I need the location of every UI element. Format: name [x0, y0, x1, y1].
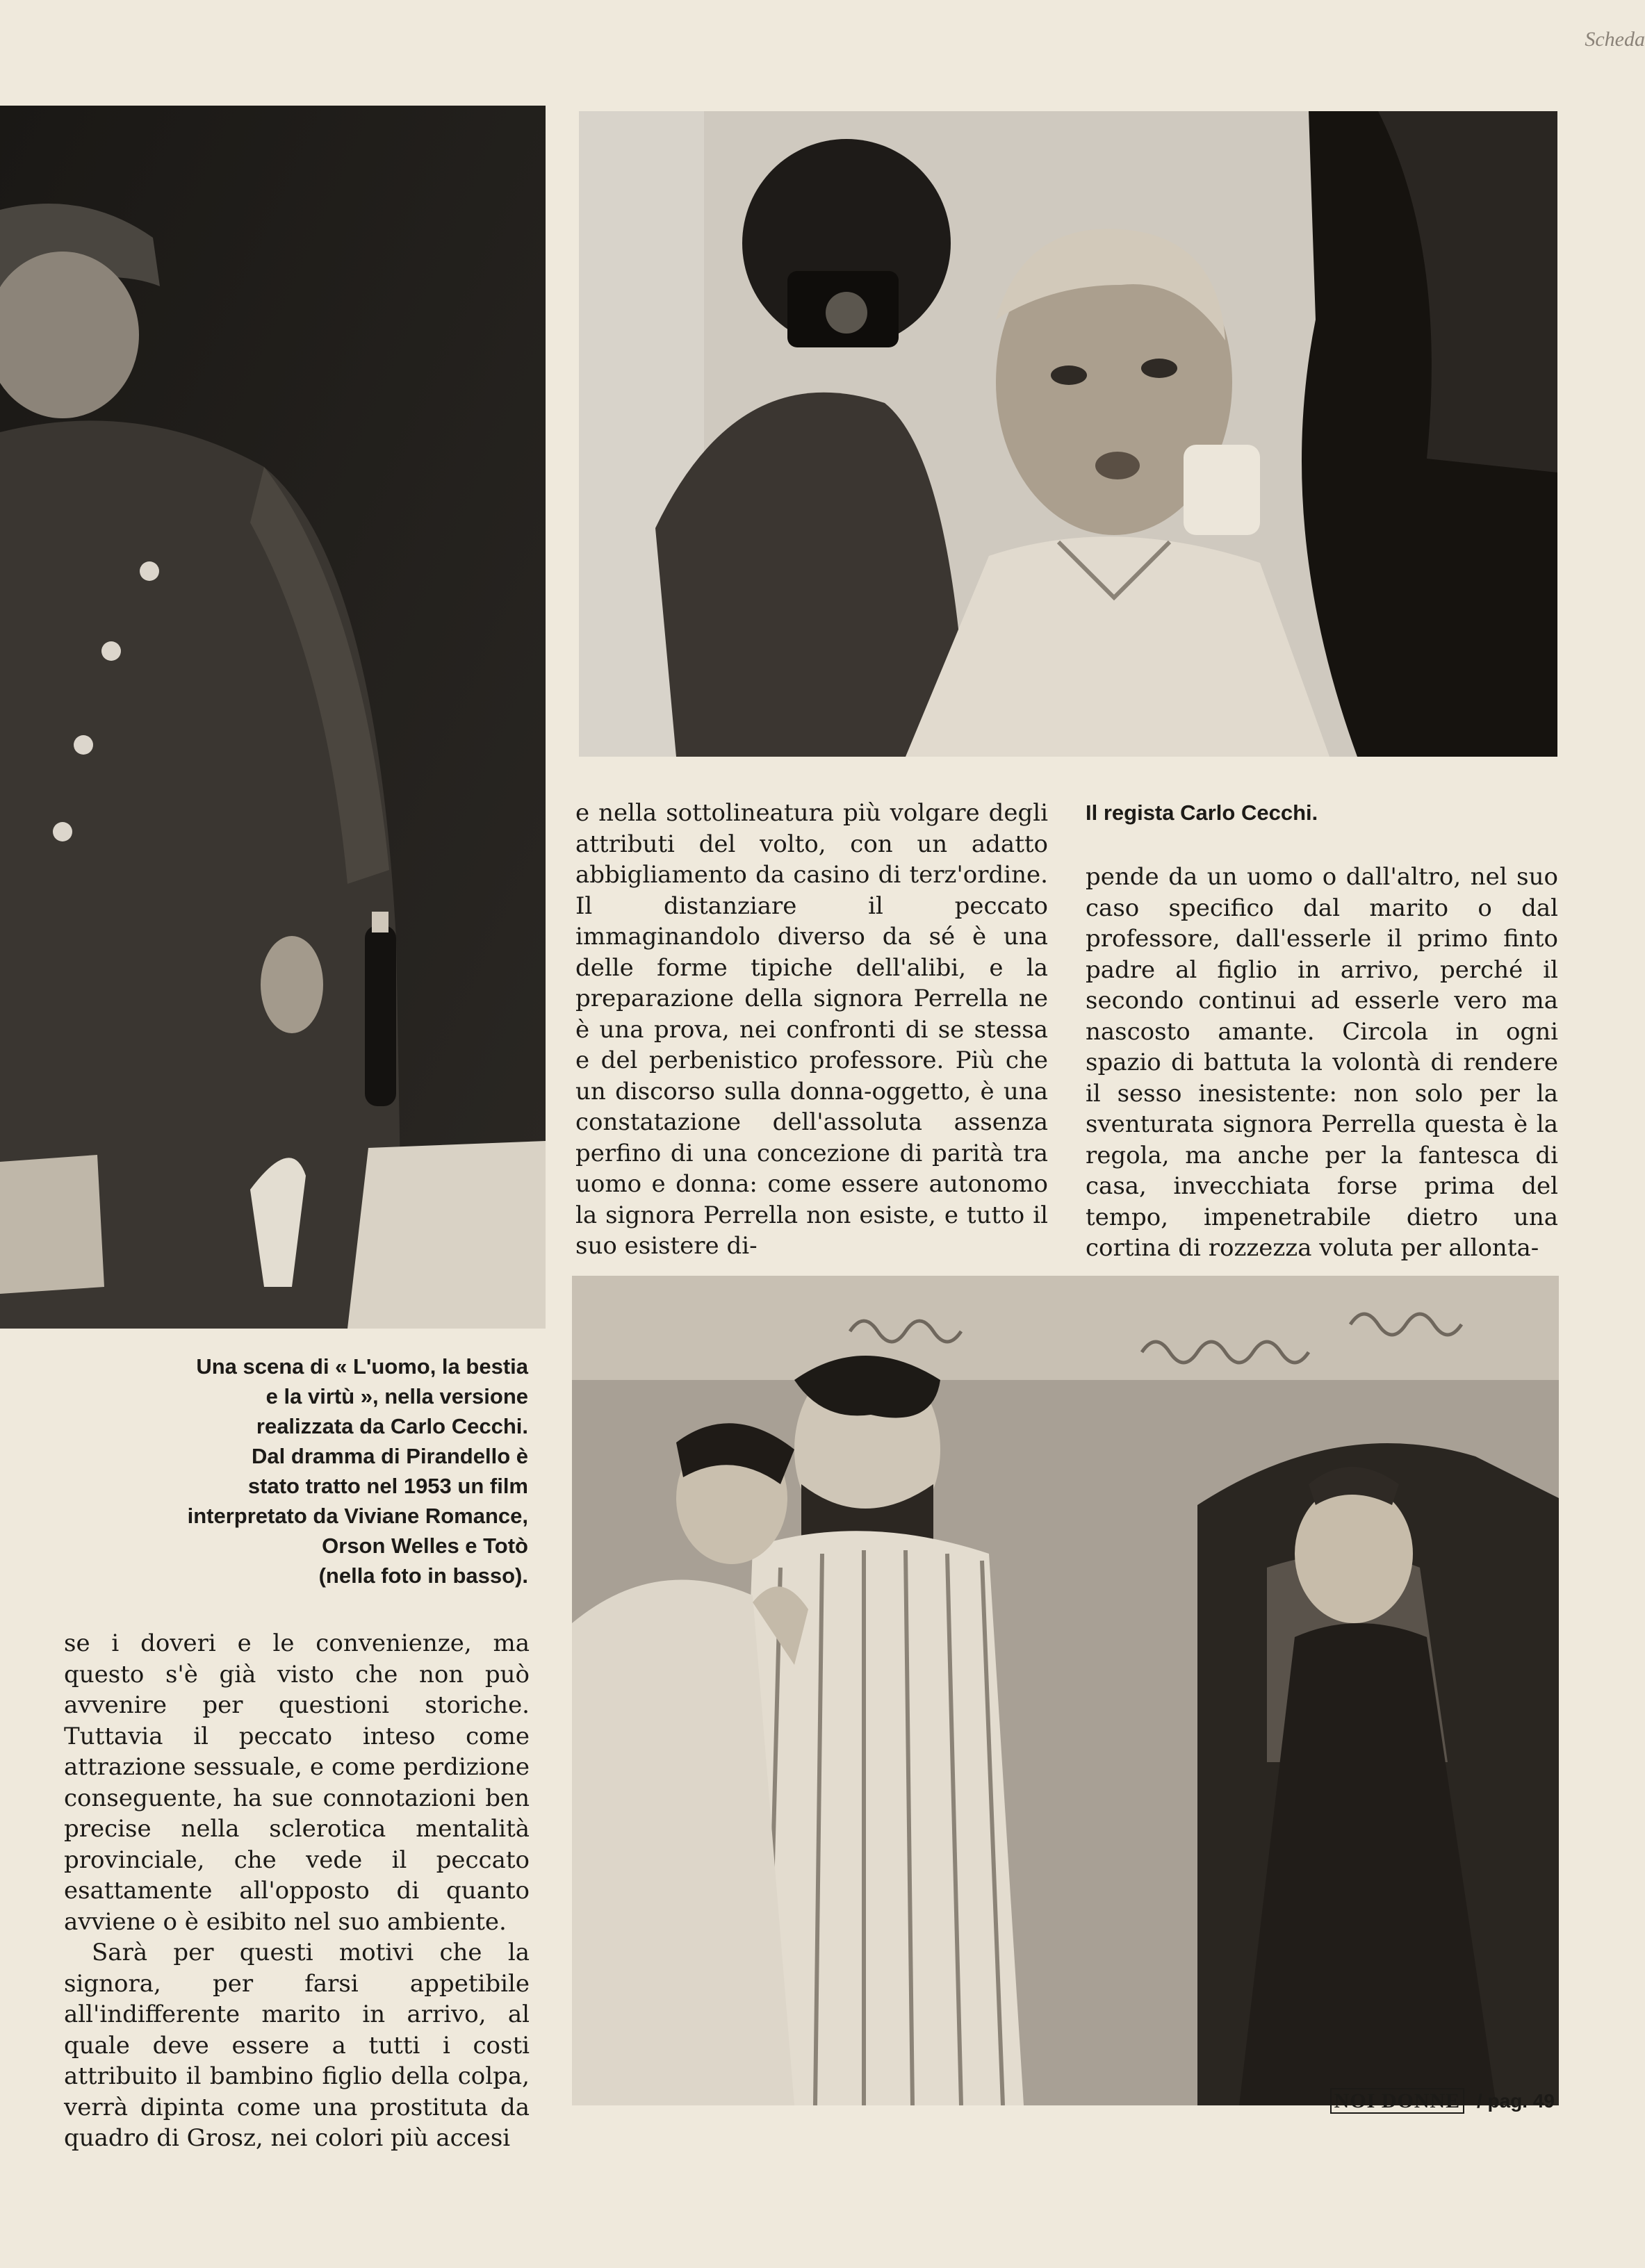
caption-line: Una scena di « L'uomo, la bestia: [196, 1354, 528, 1379]
corner-section-mark: Scheda: [1585, 28, 1645, 51]
caption-line: e la virtù », nella versione: [265, 1384, 528, 1408]
theater-photo-caption: [97, 1351, 528, 1591]
page-footer: [1330, 2089, 1555, 2113]
film-still-photo: [572, 1276, 1559, 2105]
article-paragraph: e nella sottolineatura più volgare degli attributi del volto, con un adatto abbigliamento da casino di terz'ordine. Il distanziare il peccato immaginandolo diverso da sé è una delle forme tipiche dell'alibi, e la preparazione della signora Perrella ne è una prova, nei confronti di se stessa e del perbenistico professore. Più che un discorso sulla donna-oggetto, è una constatazione dell'assoluta assenza perfino di una concezione di parità tra uomo e donna: come essere autonomo la signora Perrella non esiste, e tutto il suo esistere di-: [575, 799, 1048, 1260]
caption-line: realizzata da Carlo Cecchi.: [256, 1414, 528, 1438]
caption-line: Dal dramma di Pirandello è: [252, 1444, 528, 1468]
theater-scene-photo-icon: [0, 106, 546, 1329]
director-portrait-photo: [579, 111, 1557, 757]
article-paragraph: pende da un uomo o dall'altro, nel suo caso specifico dal marito o dal professore, dall'esserle il primo finto padre al figlio in arrivo, perché il secondo continui ad esserle vero ma nascosto amante. Circola in ogni spazio di battuta la volontà di rendere il sesso inesistente: non solo per la sventurata signora Perrella questa è la regola, ma anche per la fantesca di casa, invecchiata forse prima del tempo, impenetrabile dietro una cortina di rozzezza voluta per allonta-: [1086, 863, 1558, 1262]
article-column-middle: [575, 798, 1048, 1262]
caption-line: (nella foto in basso).: [318, 1563, 528, 1588]
caption-line: stato tratto nel 1953 un film: [247, 1474, 528, 1498]
director-portrait-photo-icon: [579, 111, 1557, 757]
theater-scene-photo: [0, 106, 546, 1329]
director-photo-caption: Il regista Carlo Cecchi.: [1086, 800, 1318, 825]
caption-line: interpretato da Viviane Romance,: [187, 1504, 528, 1528]
footer-separator: /: [1476, 2090, 1482, 2112]
article-column-right: [1086, 862, 1558, 1264]
film-still-photo-icon: [572, 1276, 1559, 2105]
article-column-left: [64, 1628, 530, 2154]
article-paragraph: se i doveri e le convenienze, ma questo s'è già visto che non può avvenire per questioni storiche. Tuttavia il peccato inteso come attrazione sessuale, e come perdizione conseguente, ha sue connotazioni ben precise nella sclerotica mentalità provinciale, che vede il peccato esattamente all'opposto di quanto avviene o è esibito nel suo ambiente.: [64, 1629, 530, 1936]
page-number: pag. 49: [1487, 2090, 1555, 2112]
magazine-masthead: NOI DONNE: [1330, 2088, 1465, 2114]
caption-line: Orson Welles e Totò: [322, 1534, 528, 1558]
article-paragraph: Sarà per questi motivi che la signora, per farsi appetibile all'indifferente marito in arrivo, al quale deve essere a tutti i costi attribuito il bambino figlio della colpa, verrà dipinta come una prostituta da quadro di Grosz, nei colori più accesi: [64, 1939, 530, 2152]
